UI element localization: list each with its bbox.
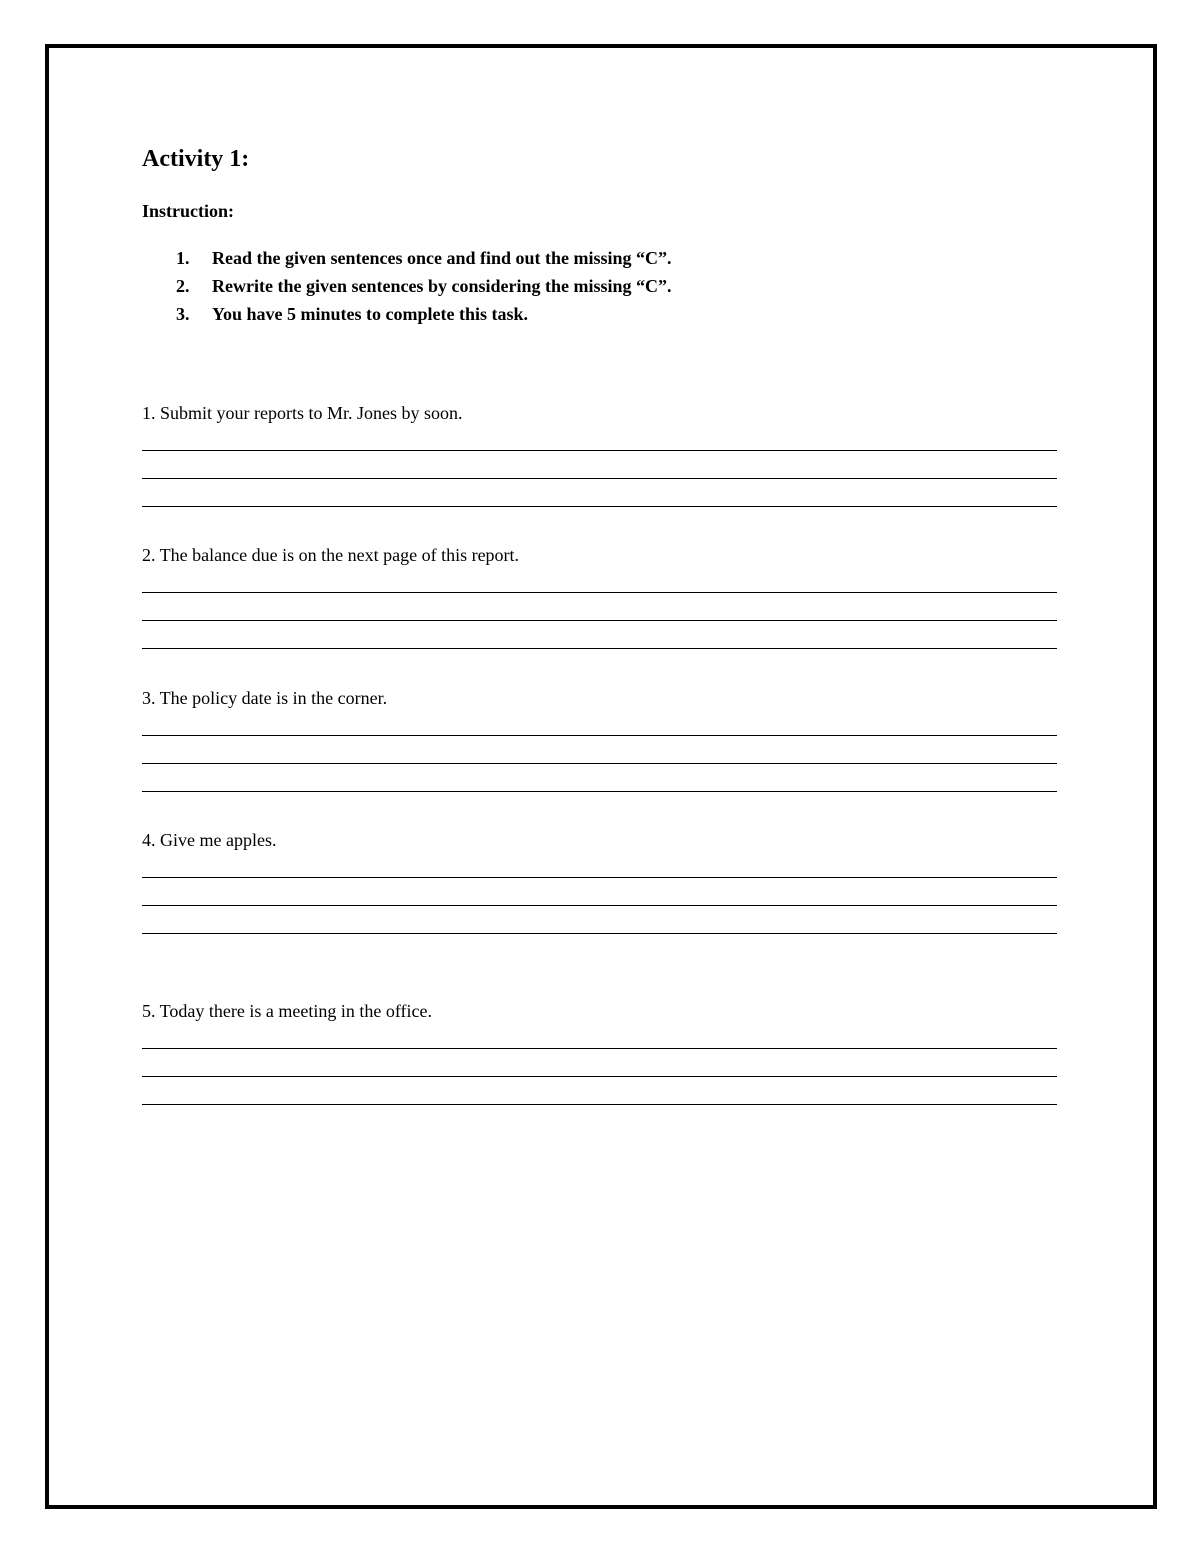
instruction-text: You have 5 minutes to complete this task. — [212, 304, 529, 324]
answer-line — [142, 1048, 1057, 1049]
instruction-text: Rewrite the given sentences by considering the missing “C”. — [212, 276, 672, 296]
answer-line — [142, 877, 1057, 878]
answer-line — [142, 478, 1057, 479]
answer-line — [142, 933, 1057, 934]
exercise-item — [142, 827, 1057, 853]
exercise-sentence: 3. The policy date is in the corner. — [142, 688, 388, 708]
answer-line — [142, 1104, 1057, 1105]
instruction-number: 2. — [176, 276, 190, 296]
instruction-number: 1. — [176, 248, 190, 268]
answer-line — [142, 791, 1057, 792]
answer-line — [142, 763, 1057, 764]
instruction-label: Instruction: — [142, 201, 235, 221]
exercise-sentence: 5. Today there is a meeting in the office. — [142, 1001, 432, 1021]
answer-line — [142, 735, 1057, 736]
exercise-item — [142, 400, 1057, 426]
activity-title: Activity 1: — [142, 146, 250, 172]
exercise-sentence: 1. Submit your reports to Mr. Jones by soon. — [142, 403, 463, 423]
exercise-sentence: 2. The balance due is on the next page of this report. — [142, 545, 520, 565]
answer-line — [142, 1076, 1057, 1077]
instruction-text: Read the given sentences once and find out the missing “C”. — [212, 248, 672, 268]
answer-line — [142, 620, 1057, 621]
answer-line — [142, 592, 1057, 593]
answer-line — [142, 648, 1057, 649]
exercise-item — [142, 685, 1057, 711]
answer-line — [142, 506, 1057, 507]
instruction-number: 3. — [176, 304, 190, 324]
exercise-item — [142, 998, 1057, 1024]
answer-line — [142, 450, 1057, 451]
answer-line — [142, 905, 1057, 906]
exercise-item — [142, 542, 1057, 568]
exercise-sentence: 4. Give me apples. — [142, 830, 277, 850]
